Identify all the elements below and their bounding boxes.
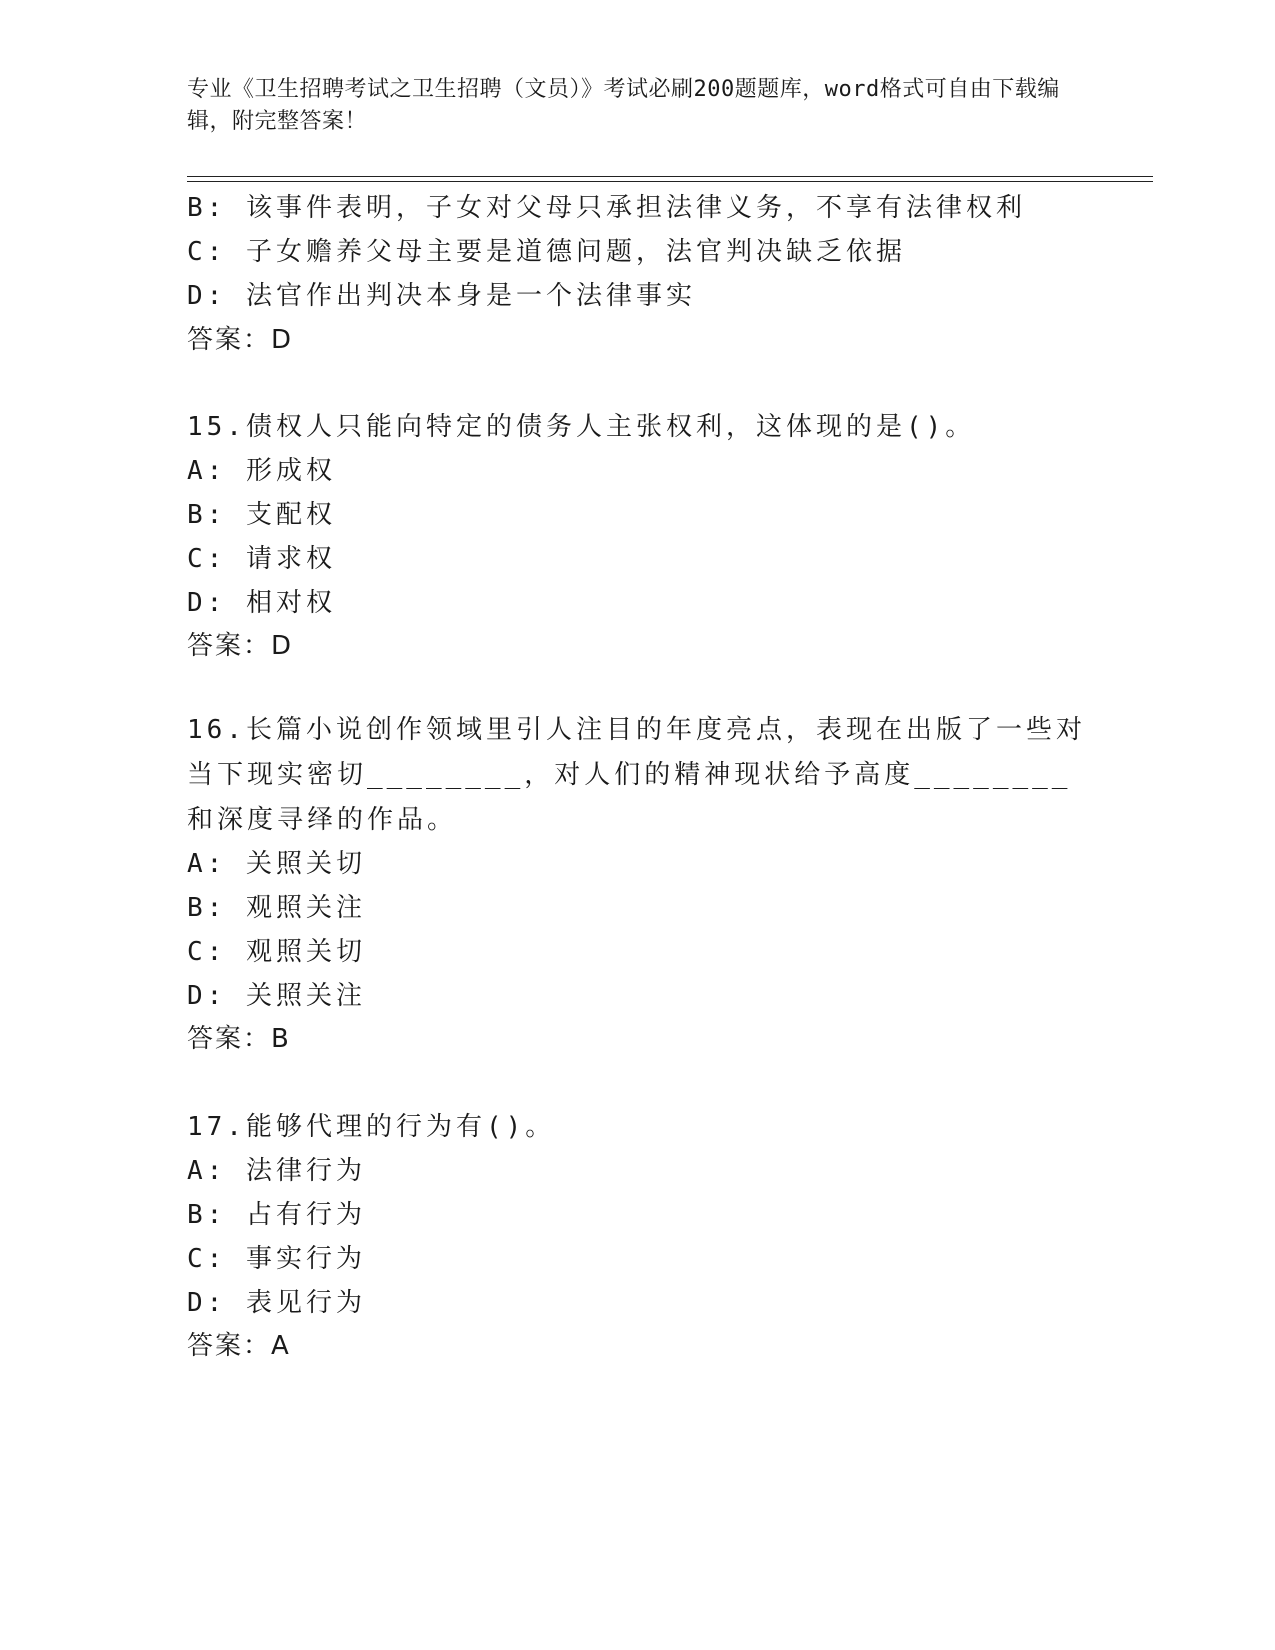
q15-option-d: D: 相对权 — [187, 588, 336, 618]
q16-option-d: D: 关照关注 — [187, 981, 366, 1011]
q15-option-a: A: 形成权 — [187, 456, 336, 486]
header-divider-bottom — [187, 181, 1153, 182]
q16-option-c: C: 观照关切 — [187, 937, 366, 967]
q15-option-c: C: 请求权 — [187, 544, 336, 574]
q16-option-a: A: 关照关切 — [187, 849, 366, 879]
q16-question: 16.长篇小说创作领域里引人注目的年度亮点，表现在出版了一些对当下现实密切________，对人们的精神现状给予高度________和深度寻绎的作品。 — [187, 715, 1086, 835]
q16-option-b: B: 观照关注 — [187, 893, 366, 923]
q15-option-b: B: 支配权 — [187, 500, 336, 530]
prev-option-b: B: 该事件表明，子女对父母只承担法律义务，不享有法律权利 — [187, 193, 1026, 223]
prev-option-d: D: 法官作出判决本身是一个法律事实 — [187, 281, 696, 311]
q17-option-b: B: 占有行为 — [187, 1200, 366, 1230]
prev-answer: 答案：D — [187, 325, 294, 355]
document-header: 专业《卫生招聘考试之卫生招聘（文员）》考试必刷200题题库，word格式可自由下载编辑，附完整答案！ — [187, 77, 1060, 134]
q17-option-a: A: 法律行为 — [187, 1156, 366, 1186]
q16-answer: 答案：B — [187, 1024, 291, 1054]
q17-option-d: D: 表见行为 — [187, 1288, 366, 1318]
q15-question: 15.债权人只能向特定的债务人主张权利，这体现的是()。 — [187, 412, 976, 442]
prev-option-c: C: 子女赡养父母主要是道德问题，法官判决缺乏依据 — [187, 237, 906, 267]
q15-answer: 答案：D — [187, 631, 294, 661]
q17-question: 17.能够代理的行为有()。 — [187, 1112, 556, 1142]
q17-option-c: C: 事实行为 — [187, 1244, 366, 1274]
header-divider-top — [187, 176, 1153, 177]
q17-answer: 答案：A — [187, 1331, 291, 1361]
